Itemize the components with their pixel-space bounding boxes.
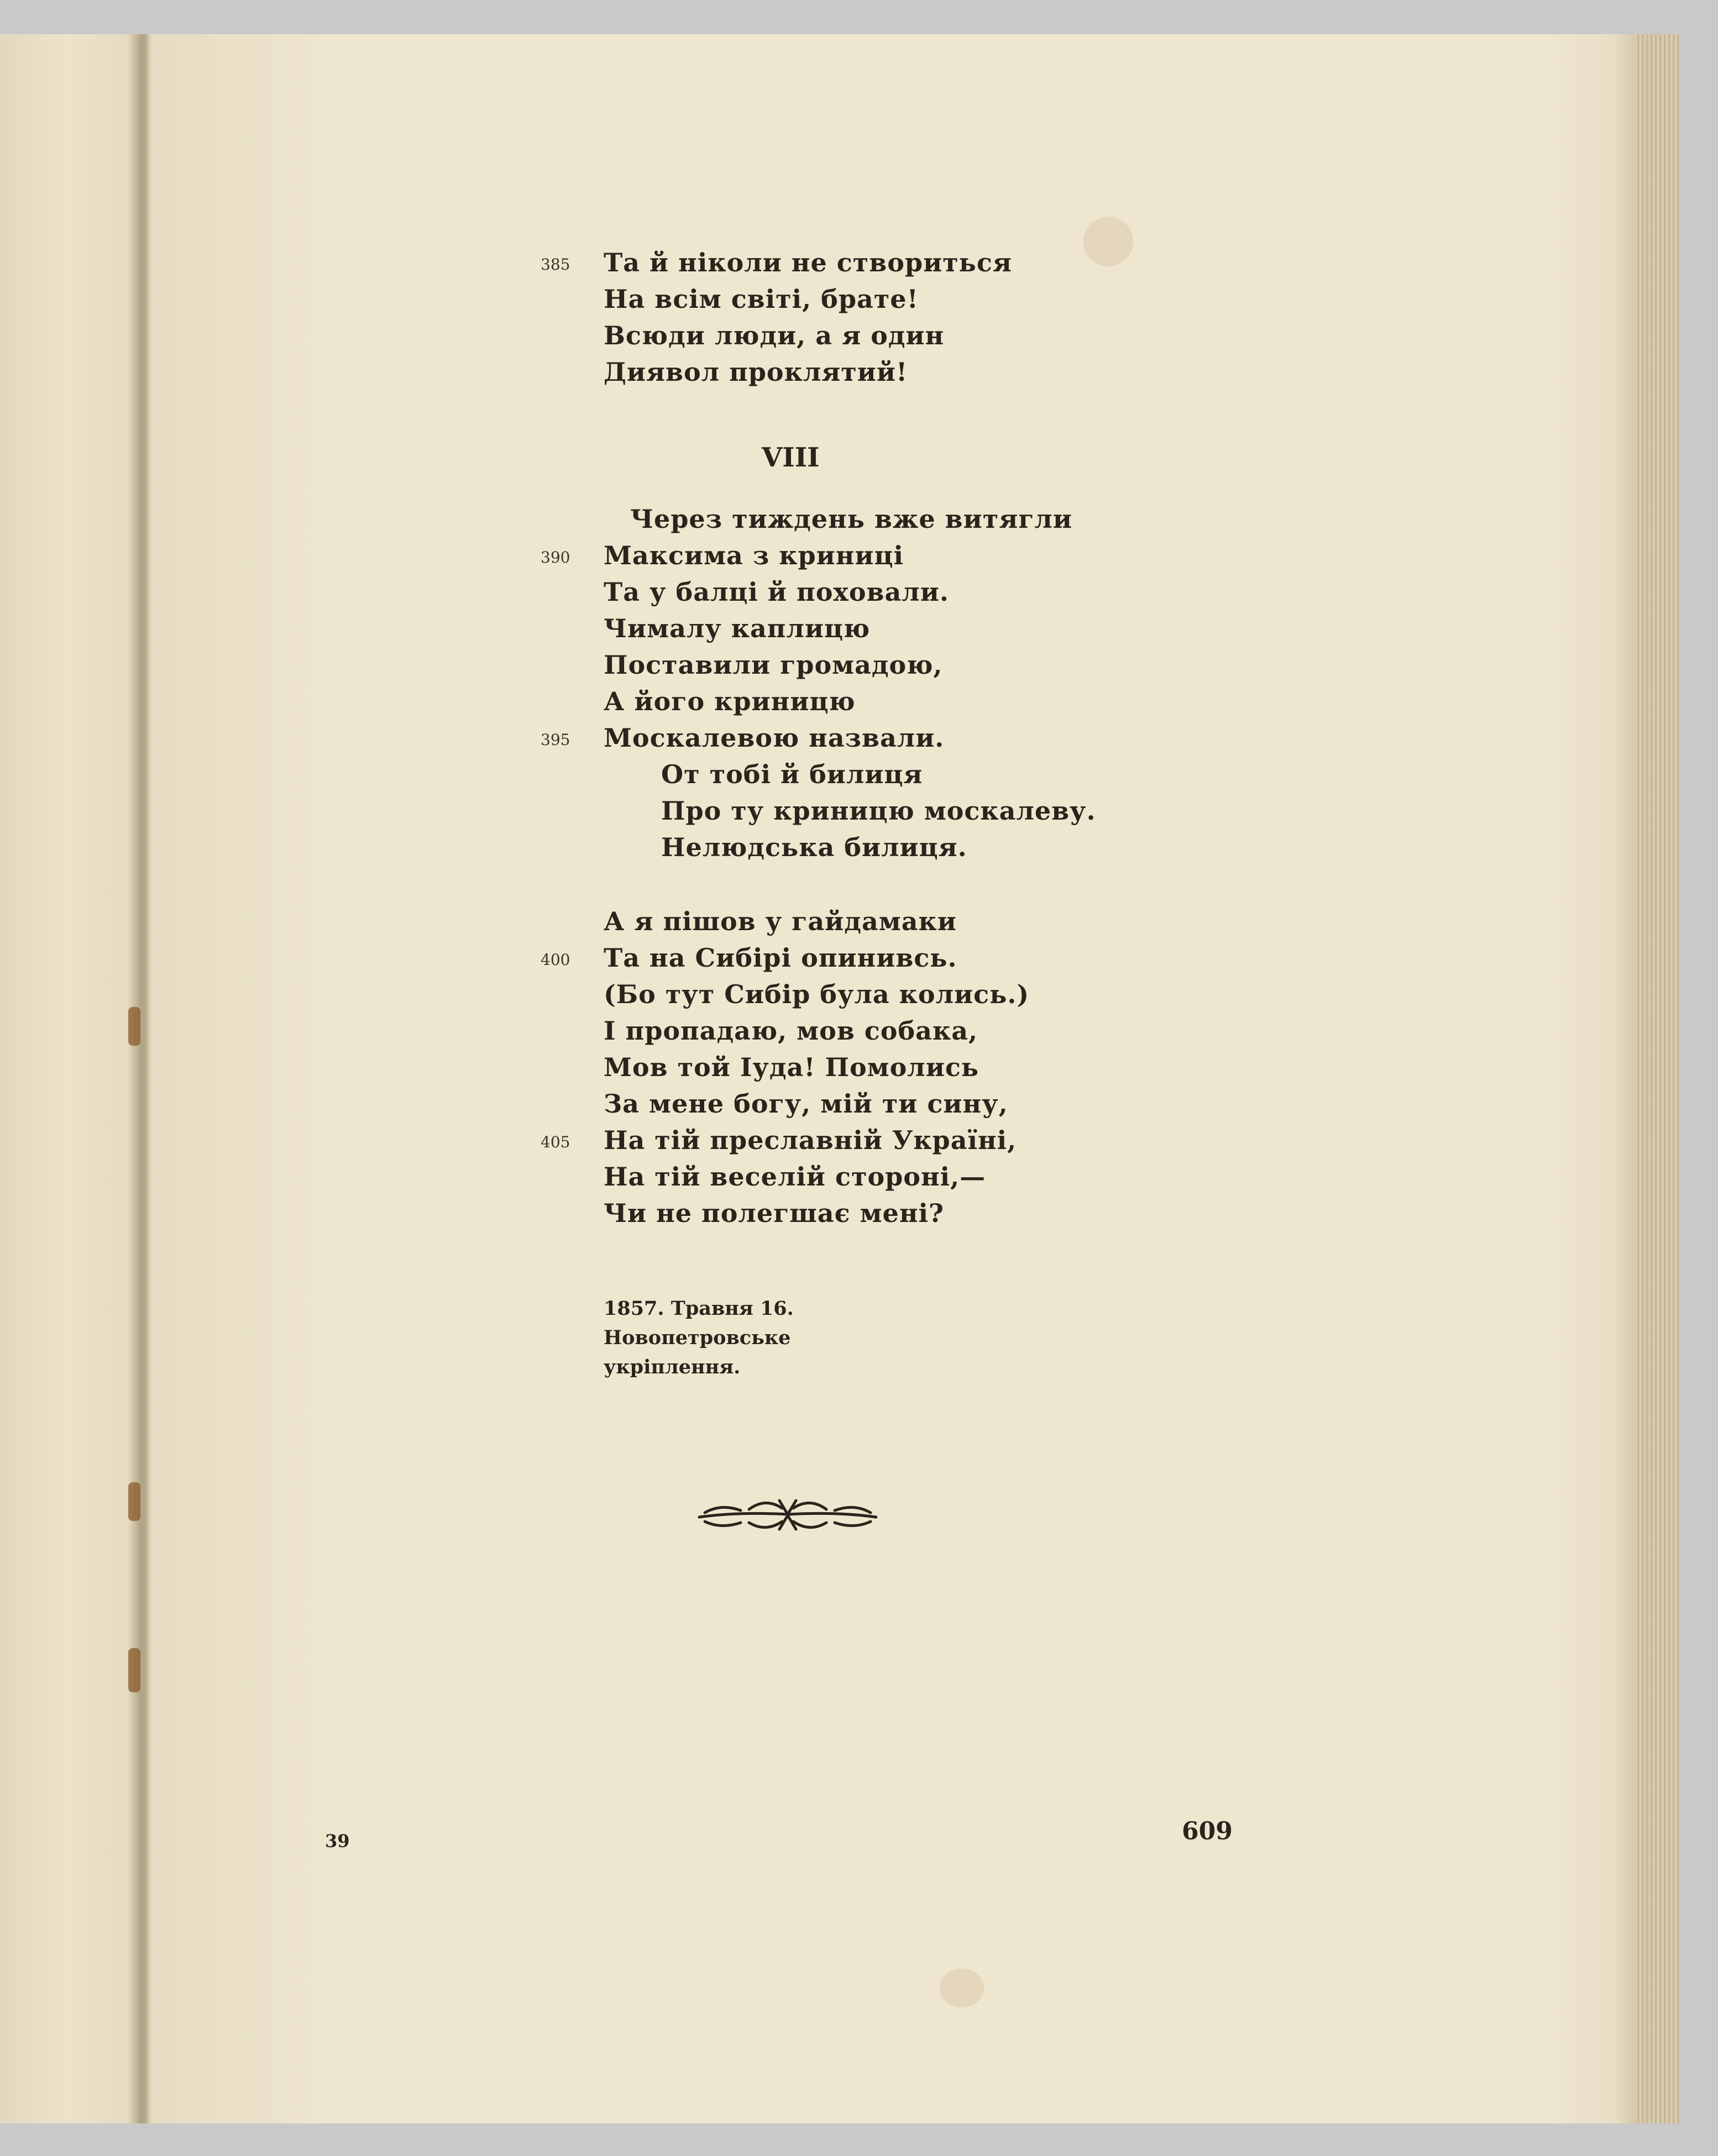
dateline-place-cont: укріплення. [604, 1356, 741, 1378]
paper-stain [940, 1969, 984, 2007]
spine-shadow [128, 34, 150, 2123]
binding-mark [128, 1648, 140, 1692]
section-heading: VIII [762, 442, 820, 473]
verse-line: На всім світі, брате! [604, 284, 919, 314]
line-number: 385 [541, 255, 570, 274]
binding-mark [128, 1482, 140, 1521]
dateline-place: Новопетровське [604, 1326, 791, 1349]
verse-line: Диявол проклятий! [604, 357, 908, 387]
verse-line: І пропадаю, мов собака, [604, 1016, 978, 1046]
line-number: 400 [541, 951, 570, 969]
page-edges [1635, 34, 1680, 2123]
verse-line: Поставили громадою, [604, 650, 943, 680]
ornament-icon [688, 1489, 887, 1539]
verse-line: Та й ніколи не створиться [604, 248, 1012, 277]
verse-line: Чи не полегшає мені? [604, 1198, 944, 1228]
verse-line: Москалевою назвали. [604, 723, 945, 753]
line-number: 405 [541, 1133, 570, 1151]
dateline-date: 1857. Травня 16. [604, 1297, 794, 1320]
line-number: 390 [541, 548, 570, 566]
verse-line: Про ту криницю москалеву. [661, 796, 1096, 826]
verse-line: А я пішов у гайдамаки [604, 906, 957, 936]
verse-line: На тій преславній Україні, [604, 1125, 1017, 1155]
verse-line: Мов той Іуда! Помолись [604, 1052, 980, 1082]
verse-line: Нелюдська билиця. [661, 832, 967, 862]
verse-line: (Бо тут Сибір була колись.) [604, 979, 1030, 1009]
verse-line: Всюди люди, а я один [604, 321, 945, 350]
verse-line: Та на Сибірі опинивсь. [604, 943, 957, 973]
verse-line: Чималу каплицю [604, 613, 871, 643]
signature-mark: 39 [325, 1830, 350, 1851]
verse-line: Максима з криниці [604, 541, 904, 570]
verse-line: Через тиждень вже витягли [630, 504, 1072, 534]
verse-line: От тобі й билиця [661, 759, 923, 789]
paper-stain [1083, 217, 1133, 266]
verse-line: Та у балці й поховали. [604, 577, 949, 607]
page-number: 609 [1182, 1817, 1233, 1845]
verse-line: А його криницю [604, 686, 856, 716]
verse-line: На тій веселій стороні,— [604, 1162, 986, 1192]
line-number: 395 [541, 731, 570, 749]
binding-mark [128, 1007, 140, 1046]
verse-line: За мене богу, мій ти сину, [604, 1089, 1008, 1119]
